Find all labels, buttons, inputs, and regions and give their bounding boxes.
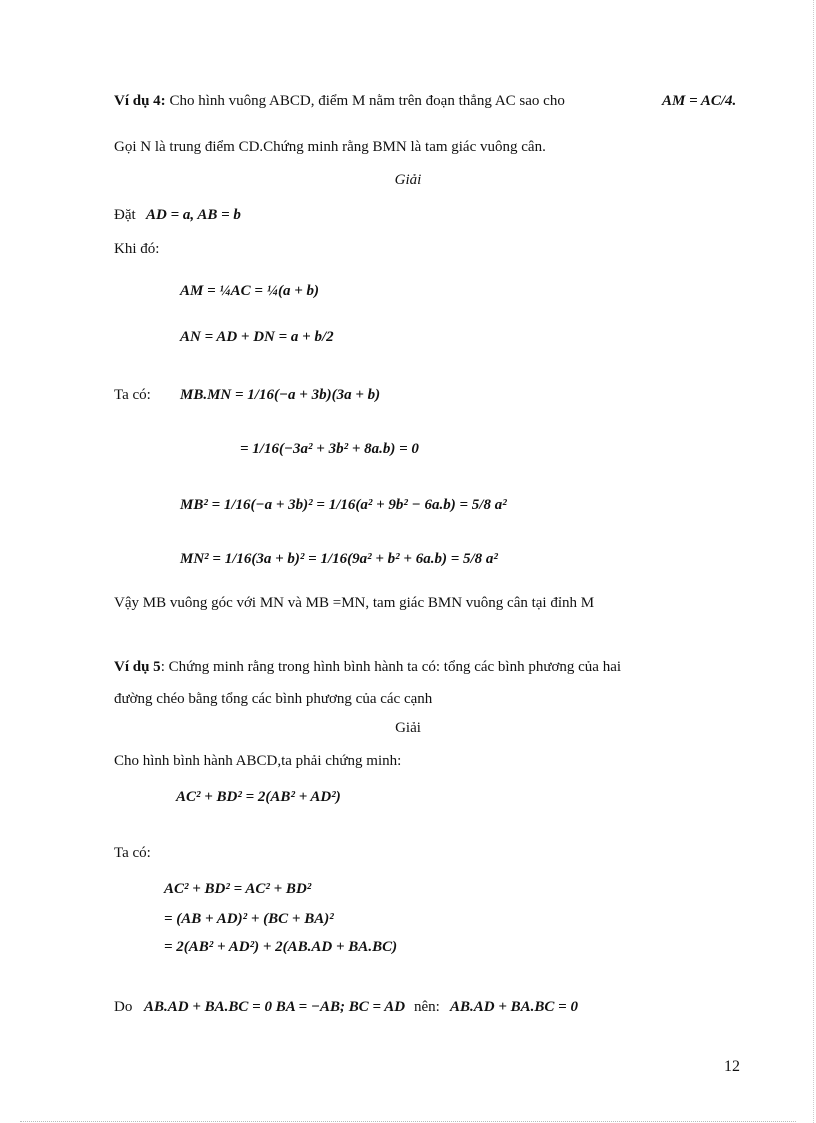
example5-line1 bbox=[114, 658, 621, 676]
example5-line2: đường chéo bằng tổng các bình phương của các cạnh bbox=[114, 691, 433, 707]
example5-intro: Cho hình bình hành ABCD,ta phải chứng minh: bbox=[114, 753, 402, 769]
example4-label: Ví dụ 4: bbox=[114, 93, 166, 109]
example4-conclusion: Vậy MB vuông góc với MN và MB =MN, tam giác BMN vuông cân tại đỉnh M bbox=[114, 595, 595, 611]
eq-line-3: = 2(AB² + AD²) + 2(AB.AD + BA.BC) bbox=[164, 939, 398, 955]
since-label: Do bbox=[114, 999, 133, 1015]
set-equation: AD = a, AB = b bbox=[146, 207, 241, 223]
since-equation: AB.AD + BA.BC = 0 BA = −AB; BC = AD bbox=[144, 999, 406, 1015]
right-divider bbox=[813, 0, 814, 1123]
eq-mn-squared: MN² = 1/16(3a + b)² = 1/16(9a² + b² + 6a.b) = 5/8 a² bbox=[180, 551, 498, 567]
example5-solution-title: Giải bbox=[395, 720, 421, 736]
bottom-divider bbox=[20, 1121, 796, 1122]
eq-line-1: AC² + BD² = AC² + BD² bbox=[164, 881, 312, 897]
eq-goal: AC² + BD² = 2(AB² + AD²) bbox=[176, 789, 341, 805]
then-label: Khi đó: bbox=[114, 241, 160, 257]
we-have-label-1: Ta có: bbox=[114, 387, 151, 403]
so-equation: AB.AD + BA.BC = 0 bbox=[450, 999, 578, 1015]
eq-mb-squared: MB² = 1/16(−a + 3b)² = 1/16(a² + 9b² − 6a.b) = 5/8 a² bbox=[180, 497, 507, 513]
eq-an: AN = AD + DN = a + b/2 bbox=[180, 329, 334, 345]
so-label: nên: bbox=[414, 999, 440, 1015]
example4-line1 bbox=[114, 92, 565, 110]
example4-condition: AM = AC/4. bbox=[662, 93, 737, 109]
set-label: Đặt bbox=[114, 207, 136, 223]
example5-label: Ví dụ 5 bbox=[114, 659, 161, 675]
example4-line2: Gọi N là trung điểm CD.Chứng minh rằng BMN là tam giác vuông cân. bbox=[114, 139, 546, 155]
example4-solution-title: Giải bbox=[394, 172, 422, 188]
eq-am: AM = ¼AC = ¼(a + b) bbox=[180, 283, 319, 299]
page-number: 12 bbox=[724, 1058, 740, 1075]
eq-dot-product-1: MB.MN = 1/16(−a + 3b)(3a + b) bbox=[180, 387, 381, 403]
eq-line-2: = (AB + AD)² + (BC + BA)² bbox=[164, 911, 334, 927]
we-have-label-2: Ta có: bbox=[114, 845, 151, 861]
example5-text1: : Chứng minh rằng trong hình bình hành ta có: tổng các bình phương của hai bbox=[160, 659, 622, 675]
example4-text: Cho hình vuông ABCD, điểm M nằm trên đoạn thẳng AC sao cho bbox=[169, 93, 565, 109]
eq-dot-product-2: = 1/16(−3a² + 3b² + 8a.b) = 0 bbox=[240, 441, 419, 457]
